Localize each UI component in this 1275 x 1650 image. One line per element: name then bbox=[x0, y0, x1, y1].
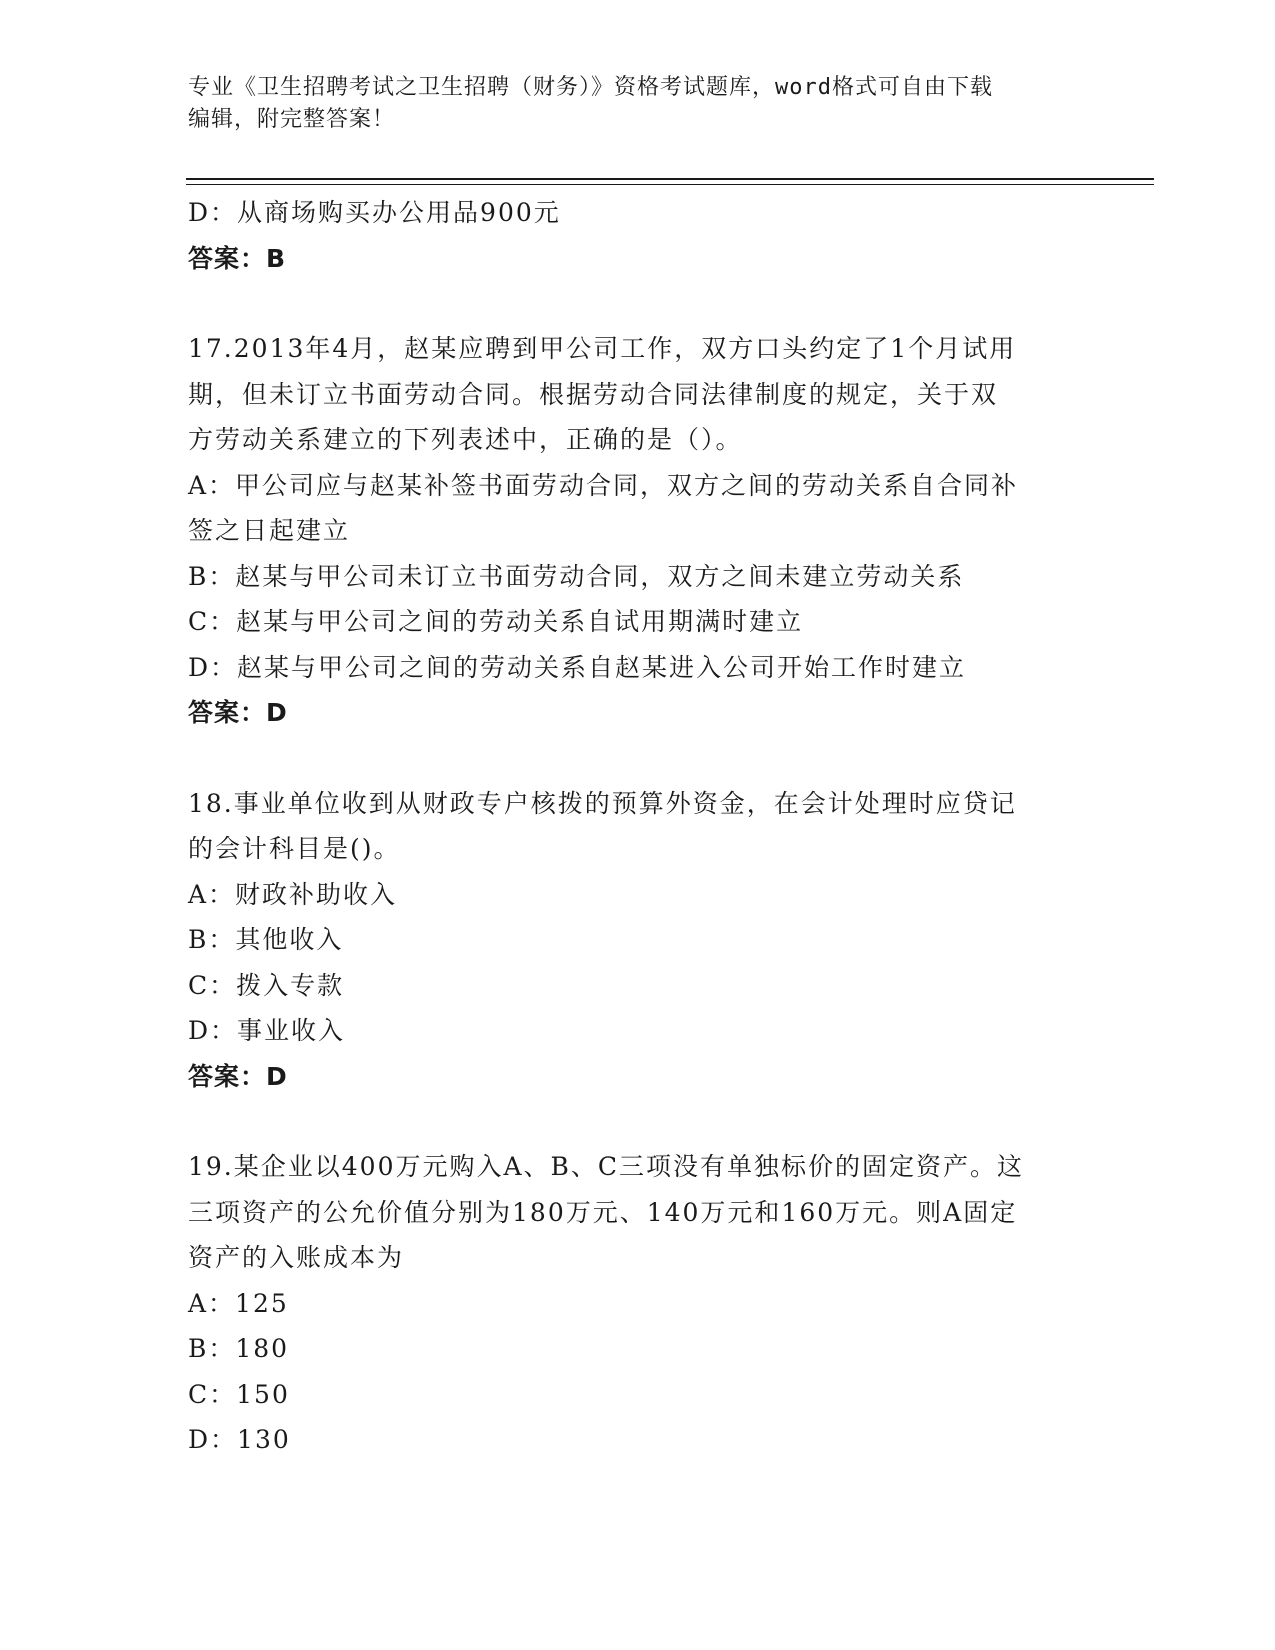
answer-label: 答案：B bbox=[188, 243, 287, 273]
option-c: C：赵某与甲公司之间的劳动关系自试用期满时建立 bbox=[188, 607, 804, 636]
header-divider-thick bbox=[186, 178, 1154, 180]
question-17 bbox=[188, 326, 1078, 736]
option-c: C：150 bbox=[188, 1379, 290, 1409]
option-a: A：财政补助收入 bbox=[188, 879, 398, 909]
question-stem-line: 18.事业单位收到从财政专户核拨的预算外资金，在会计处理时应贷记 bbox=[188, 788, 1017, 818]
header-line-1: 专业《卫生招聘考试之卫生招聘（财务）》资格考试题库，word格式可自由下载 bbox=[188, 75, 993, 100]
option-b: B：其他收入 bbox=[188, 925, 344, 954]
question-stem-line: 资产的入账成本为 bbox=[188, 1243, 405, 1272]
option-d: D：事业收入 bbox=[188, 1016, 346, 1045]
spacer bbox=[188, 281, 1078, 326]
option-d: D：从商场购买办公用品900元 bbox=[188, 198, 561, 227]
option-a: A：甲公司应与赵某补签书面劳动合同，双方之间的劳动关系自合同补 bbox=[188, 470, 1019, 500]
question-16-tail bbox=[188, 190, 1078, 281]
header-divider-thin bbox=[186, 184, 1154, 185]
option-b: B：赵某与甲公司未订立书面劳动合同，双方之间未建立劳动关系 bbox=[188, 561, 965, 591]
header-line-2: 编辑，附完整答案！ bbox=[188, 107, 396, 132]
question-stem-line: 19.某企业以400万元购入A、B、C三项没有单独标价的固定资产。这 bbox=[188, 1152, 1025, 1181]
question-18 bbox=[188, 781, 1078, 1100]
option-d: D：赵某与甲公司之间的劳动关系自赵某进入公司开始工作时建立 bbox=[188, 652, 967, 682]
answer-label: 答案：D bbox=[188, 1061, 288, 1091]
option-a-continued: 签之日起建立 bbox=[188, 516, 351, 545]
question-stem-line: 方劳动关系建立的下列表述中，正确的是（）。 bbox=[188, 425, 743, 454]
question-stem-line: 17.2013年4月，赵某应聘到甲公司工作，双方口头约定了1个月试用 bbox=[188, 334, 1017, 363]
question-list bbox=[188, 190, 1078, 1463]
option-a: A：125 bbox=[188, 1288, 289, 1318]
option-c: C：拨入专款 bbox=[188, 970, 345, 1000]
option-d: D：130 bbox=[188, 1425, 291, 1454]
option-b: B：180 bbox=[188, 1334, 290, 1363]
question-stem-line: 三项资产的公允价值分别为180万元、140万元和160万元。则A固定 bbox=[188, 1197, 1018, 1227]
question-19 bbox=[188, 1144, 1078, 1463]
answer-label: 答案：D bbox=[188, 698, 288, 727]
question-stem-line: 期，但未订立书面劳动合同。根据劳动合同法律制度的规定，关于双 bbox=[188, 379, 999, 409]
document-header bbox=[188, 72, 1068, 136]
spacer bbox=[188, 736, 1078, 781]
spacer bbox=[188, 1099, 1078, 1144]
question-stem-line: 的会计科目是()。 bbox=[188, 834, 401, 863]
